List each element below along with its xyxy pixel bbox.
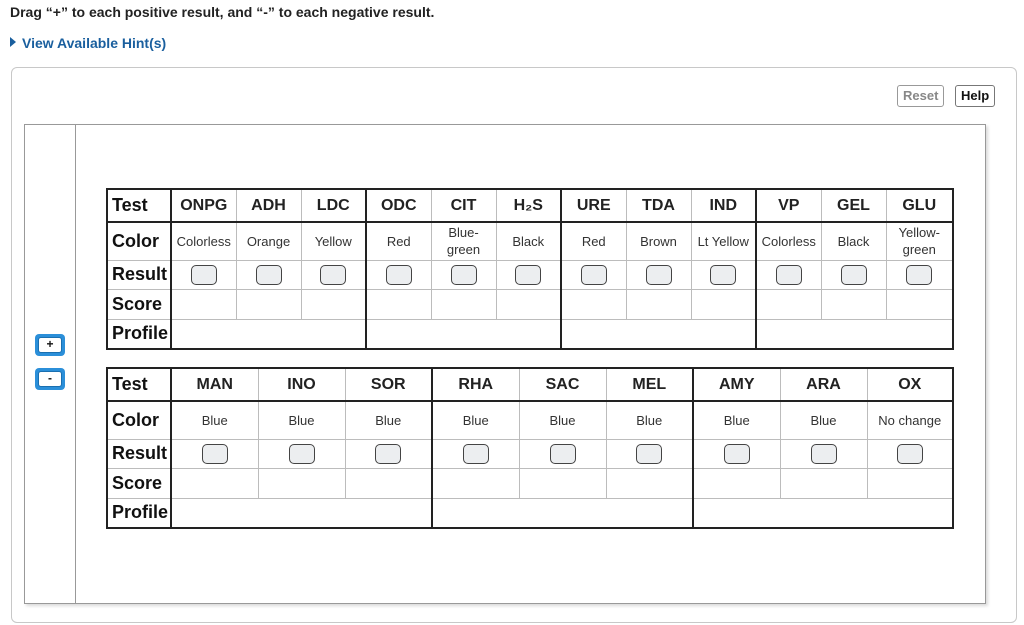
test-header: ADH: [236, 189, 301, 222]
result-drop-target[interactable]: [841, 265, 867, 285]
score-cell: [867, 468, 953, 498]
result-cell: [561, 260, 626, 289]
result-drop-target[interactable]: [289, 444, 315, 464]
profile-row-label: Profile: [107, 498, 171, 528]
color-cell: Blue: [432, 401, 519, 439]
result-row-label: Result: [107, 260, 171, 289]
score-cell: [626, 289, 691, 319]
test-header: MEL: [606, 368, 693, 401]
color-cell: Blue: [258, 401, 345, 439]
help-button[interactable]: Help: [955, 85, 995, 107]
profile-row-label: Profile: [107, 319, 171, 349]
result-drop-target[interactable]: [776, 265, 802, 285]
color-cell: Red: [366, 222, 431, 260]
result-drop-target[interactable]: [515, 265, 541, 285]
score-cell: [780, 468, 867, 498]
result-drop-target[interactable]: [451, 265, 477, 285]
result-cell: [606, 439, 693, 468]
minus-chip[interactable]: [35, 368, 65, 390]
test-header: TDA: [626, 189, 691, 222]
color-cell: Blue: [519, 401, 606, 439]
result-cell: [691, 260, 756, 289]
score-cell: [606, 468, 693, 498]
color-row: [107, 222, 953, 260]
result-cell: [756, 260, 821, 289]
result-drop-target[interactable]: [375, 444, 401, 464]
profile-cell: [693, 498, 953, 528]
score-cell: [171, 289, 236, 319]
color-cell: Blue: [693, 401, 780, 439]
color-cell: Blue: [606, 401, 693, 439]
color-cell: Yellow: [301, 222, 366, 260]
result-cell: [171, 439, 258, 468]
biochem-table-2: [106, 367, 954, 529]
result-cell: [236, 260, 301, 289]
expand-triangle-icon: [10, 37, 16, 47]
result-cell: [626, 260, 691, 289]
score-row: [107, 468, 953, 498]
test-header: SOR: [345, 368, 432, 401]
result-drop-target[interactable]: [581, 265, 607, 285]
instruction-text: Drag “+” to each positive result, and “-” to each negative result.: [10, 4, 435, 20]
result-cell: [886, 260, 953, 289]
profile-cell: [432, 498, 693, 528]
color-cell: Blue: [345, 401, 432, 439]
result-cell: [432, 439, 519, 468]
result-cell: [496, 260, 561, 289]
test-header: ONPG: [171, 189, 236, 222]
result-drop-target[interactable]: [906, 265, 932, 285]
color-cell: Orange: [236, 222, 301, 260]
color-cell: No change: [867, 401, 953, 439]
score-cell: [432, 468, 519, 498]
result-drop-target[interactable]: [724, 444, 750, 464]
test-header: CIT: [431, 189, 496, 222]
score-cell: [171, 468, 258, 498]
result-cell: [519, 439, 606, 468]
score-cell: [366, 289, 431, 319]
test-row: [107, 368, 953, 401]
test-row-label: Test: [107, 368, 171, 401]
color-cell: Red: [561, 222, 626, 260]
test-header: ODC: [366, 189, 431, 222]
score-cell: [693, 468, 780, 498]
result-drop-target[interactable]: [256, 265, 282, 285]
plus-chip[interactable]: [35, 334, 65, 356]
score-cell: [691, 289, 756, 319]
color-cell: Blue-green: [431, 222, 496, 260]
result-drop-target[interactable]: [636, 444, 662, 464]
biochem-table-1: [106, 188, 954, 350]
score-row-label: Score: [107, 289, 171, 319]
color-row: [107, 401, 953, 439]
test-header: IND: [691, 189, 756, 222]
score-cell: [821, 289, 886, 319]
score-cell: [886, 289, 953, 319]
result-cell: [171, 260, 236, 289]
score-cell: [431, 289, 496, 319]
score-cell: [301, 289, 366, 319]
test-header: RHA: [432, 368, 519, 401]
result-cell: [780, 439, 867, 468]
test-header: GLU: [886, 189, 953, 222]
chip-tray-divider: [75, 124, 76, 604]
color-cell: Lt Yellow: [691, 222, 756, 260]
test-header: MAN: [171, 368, 258, 401]
result-drop-target[interactable]: [320, 265, 346, 285]
profile-cell: [561, 319, 756, 349]
test-row: [107, 189, 953, 222]
color-cell: Brown: [626, 222, 691, 260]
score-cell: [236, 289, 301, 319]
color-cell: Black: [821, 222, 886, 260]
result-drop-target[interactable]: [463, 444, 489, 464]
color-cell: Blue: [780, 401, 867, 439]
color-cell: Yellow-green: [886, 222, 953, 260]
test-header: AMY: [693, 368, 780, 401]
profile-cell: [756, 319, 953, 349]
profile-row: [107, 498, 953, 528]
result-drop-target[interactable]: [897, 444, 923, 464]
score-cell: [756, 289, 821, 319]
result-drop-target[interactable]: [646, 265, 672, 285]
test-header: INO: [258, 368, 345, 401]
color-row-label: Color: [107, 401, 171, 439]
score-row-label: Score: [107, 468, 171, 498]
minus-chip-label: -: [38, 371, 62, 387]
result-cell: [821, 260, 886, 289]
result-drop-target[interactable]: [710, 265, 736, 285]
color-cell: Colorless: [756, 222, 821, 260]
test-header: OX: [867, 368, 953, 401]
profile-row: [107, 319, 953, 349]
score-cell: [496, 289, 561, 319]
test-header: SAC: [519, 368, 606, 401]
test-header: ARA: [780, 368, 867, 401]
test-header: H₂S: [496, 189, 561, 222]
profile-cell: [171, 319, 366, 349]
test-header: LDC: [301, 189, 366, 222]
color-row-label: Color: [107, 222, 171, 260]
result-cell: [301, 260, 366, 289]
result-cell: [345, 439, 432, 468]
score-cell: [561, 289, 626, 319]
color-cell: Blue: [171, 401, 258, 439]
test-header: URE: [561, 189, 626, 222]
result-cell: [867, 439, 953, 468]
result-row: [107, 439, 953, 468]
result-drop-target[interactable]: [550, 444, 576, 464]
result-row: [107, 260, 953, 289]
result-row-label: Result: [107, 439, 171, 468]
result-cell: [258, 439, 345, 468]
plus-chip-label: +: [38, 337, 62, 353]
score-row: [107, 289, 953, 319]
view-hints-link[interactable]: [10, 35, 166, 51]
result-cell: [366, 260, 431, 289]
result-drop-target[interactable]: [191, 265, 217, 285]
profile-cell: [171, 498, 432, 528]
profile-cell: [366, 319, 561, 349]
color-cell: Black: [496, 222, 561, 260]
result-cell: [431, 260, 496, 289]
test-header: GEL: [821, 189, 886, 222]
reset-button[interactable]: Reset: [897, 85, 944, 107]
test-row-label: Test: [107, 189, 171, 222]
result-drop-target[interactable]: [202, 444, 228, 464]
result-cell: [693, 439, 780, 468]
result-drop-target[interactable]: [386, 265, 412, 285]
result-drop-target[interactable]: [811, 444, 837, 464]
score-cell: [345, 468, 432, 498]
color-cell: Colorless: [171, 222, 236, 260]
view-hints-label: View Available Hint(s): [22, 35, 167, 51]
score-cell: [519, 468, 606, 498]
test-header: VP: [756, 189, 821, 222]
score-cell: [258, 468, 345, 498]
